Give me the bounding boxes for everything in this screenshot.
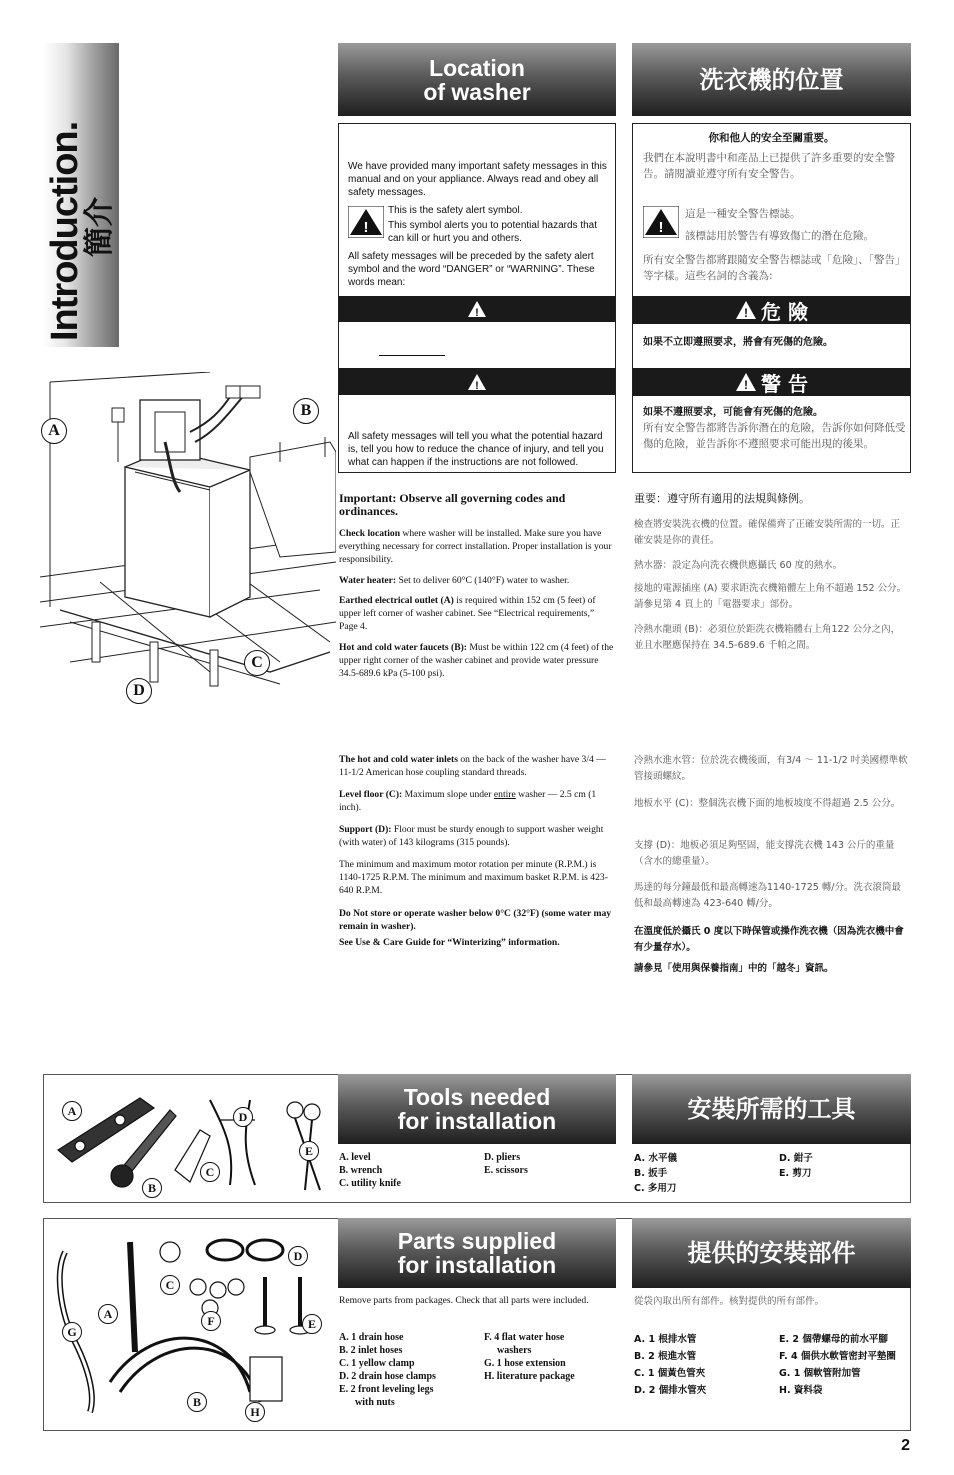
callout-d: D xyxy=(126,678,152,704)
faucets-en: Hot and cold water faucets (B): Must be within 122 cm (4 feet) of the upper right corner of the washer cabinet and provide water pressure 34.5-689.6 kPa (5-100 psi). xyxy=(339,642,614,679)
parts-intro-zh: 從袋內取出所有部件。核對提供的所有部件。 xyxy=(634,1296,825,1307)
warning-bar-zh xyxy=(633,368,910,396)
parts-list-zh-1 xyxy=(634,1331,774,1399)
safety-preceded-en: All safety messages will be preceded by the safety alert symbol and the word “DANGER” or “WARNING”. These words mean: xyxy=(348,251,595,288)
level-floor-en: Level floor (C): Maximum slope under entire washer — 2.5 cm (1 inch). xyxy=(339,789,597,813)
warning-word-zh: 警 告 xyxy=(761,371,808,396)
part-item-zh: F. 4 個供水軟管密封平墊圈 xyxy=(779,1351,896,1362)
safety-intro-en: We have provided many important safety messages in this manual and on your appliance. Always read and obey all safety messages. xyxy=(348,161,607,198)
tools-list-zh-1 xyxy=(634,1151,774,1196)
faucets-zh: 冷熱水龍頭 (B)：必須位於距洗衣機箱體右上角122 公分之內，並且水壓應保持在 34.5-689.6 千帕之間。 xyxy=(634,624,901,651)
warning-alert-icon xyxy=(467,373,487,391)
tool-item-zh: C. 多用刀 xyxy=(634,1183,677,1194)
svg-text:!: ! xyxy=(658,219,664,236)
parts-list-zh-2 xyxy=(779,1331,910,1399)
safety-alert-icon xyxy=(348,206,384,238)
location-header-en: Location of washer xyxy=(338,43,616,116)
part-item-zh: A. 1 根排水管 xyxy=(634,1334,697,1345)
part-callout-d: D xyxy=(288,1246,308,1266)
part-item-zh: D. 2 個排水管夾 xyxy=(634,1385,707,1396)
banner-title-zh: 簡介 xyxy=(82,197,117,257)
safety-symbol-line2-en: This symbol alerts you to potential hazards that can kill or hurt you and others. xyxy=(388,220,597,244)
parts-list-en-2 xyxy=(484,1331,614,1383)
warning-text-zh: 如果不遵照要求，可能會有死傷的危險。 xyxy=(643,407,823,418)
part-callout-a: A xyxy=(98,1304,118,1324)
tool-item: C. utility knife xyxy=(339,1178,401,1189)
tools-header-en: Tools needed for installation xyxy=(338,1074,616,1144)
svg-text:!: ! xyxy=(475,379,479,391)
part-callout-b: B xyxy=(187,1392,207,1412)
tools-list-en-1 xyxy=(339,1151,479,1190)
tool-item-zh: A. 水平儀 xyxy=(634,1153,677,1164)
safety-symbol-line1-en: This is the safety alert symbol. xyxy=(388,205,523,216)
tool-item-zh: B. 扳手 xyxy=(634,1168,668,1179)
parts-list-en-1 xyxy=(339,1331,484,1409)
danger-underline xyxy=(379,355,445,356)
danger-word-zh: 危 險 xyxy=(761,299,808,324)
safety-intro-zh: 我們在本說明書中和產品上已提供了許多重要的安全警告。請閱讀並遵守所有安全警告。 xyxy=(643,152,895,180)
part-item-zh: H. 資料袋 xyxy=(779,1385,823,1396)
winterizing-zh: 請參見「使用與保養指南」中的「越冬」資訊。 xyxy=(634,963,834,974)
tool-callout-e: E xyxy=(299,1141,319,1161)
tool-item: E. scissors xyxy=(484,1165,528,1176)
tool-item: B. wrench xyxy=(339,1165,383,1176)
warning-bar-en xyxy=(339,368,615,395)
callout-a: A xyxy=(41,418,67,444)
danger-alert-icon xyxy=(467,300,487,318)
washer-location-illustration xyxy=(40,372,336,702)
important-en: Important: Observe all governing codes and ordinances. xyxy=(339,491,566,518)
part-callout-c: C xyxy=(160,1275,180,1295)
support-en: Support (D): Floor must be sturdy enough to support washer weight (with water) of 143 kilograms (315 pounds). xyxy=(339,824,604,848)
rpm-en: The minimum and maximum motor rotation per minute (R.P.M.) is 1140-1725 R.P.M. The minimum and maximum basket R.P.M. is 423-640 R.P.M. xyxy=(339,859,608,896)
tools-list-en-2 xyxy=(484,1151,614,1177)
page-number: 2 xyxy=(901,1437,910,1454)
callout-c: C xyxy=(244,650,270,676)
safety-preceded-zh: 所有安全警告都將跟隨安全警告標誌或「危險」、「警告」等字樣。這些名詞的含義為: xyxy=(643,254,906,282)
tool-item-zh: D. 鉗子 xyxy=(779,1153,813,1164)
safety-box-en xyxy=(338,123,616,473)
part-item: washers xyxy=(497,1345,532,1356)
svg-text:!: ! xyxy=(363,219,369,236)
part-item-zh: G. 1 個軟管附加管 xyxy=(779,1368,861,1379)
part-item: E. 2 front leveling legs xyxy=(339,1384,434,1395)
part-item: F. 4 flat water hose xyxy=(484,1332,565,1343)
part-item: H. literature package xyxy=(484,1371,575,1382)
part-callout-g: G xyxy=(62,1322,82,1342)
safety-symbol-line2-zh: 該標誌用於警告有導致傷亡的潛在危險。 xyxy=(685,230,874,242)
svg-text:!: ! xyxy=(744,306,749,320)
check-location-en: Check location where washer will be installed. Make sure you have everything necessary for correct installation. Proper installation is your responsibility. xyxy=(339,528,612,565)
banner-title-en: Introduction. xyxy=(44,121,86,341)
inlets-en: The hot and cold water inlets on the back of the washer have 3/4 — 11-1/2 American hose coupling standard threads. xyxy=(339,754,606,778)
callout-b: B xyxy=(293,398,319,424)
check-location-zh: 檢查將安裝洗衣機的位置。確保備齊了正確安裝所需的一切。正確安裝是你的責任。 xyxy=(634,519,901,546)
tool-callout-d: D xyxy=(233,1107,253,1127)
safety-alert-icon-zh xyxy=(643,206,679,238)
part-item-zh: C. 1 個黃色管夾 xyxy=(634,1368,706,1379)
svg-text:!: ! xyxy=(744,378,749,392)
svg-text:!: ! xyxy=(475,307,479,318)
part-item: with nuts xyxy=(355,1397,395,1408)
tool-callout-b: B xyxy=(142,1178,162,1198)
water-heater-zh: 熱水器：設定為向洗衣機供應攝氏 60 度的熱水。 xyxy=(634,560,843,571)
tool-item: A. level xyxy=(339,1152,371,1163)
part-item: B. 2 inlet hoses xyxy=(339,1345,403,1356)
rpm-zh: 馬達的每分鐘最低和最高轉速為1140-1725 轉/分。洗衣滾筒最低和最高轉速為 423-640 轉/分。 xyxy=(634,882,902,909)
inlets-zh: 冷熱水進水管：位於洗衣機後面，有3/4 ～ 11-1/2 吋美國標準軟管接頭螺紋。 xyxy=(634,755,908,782)
part-callout-e: E xyxy=(302,1314,322,1334)
important-zh: 重要：遵守所有適用的法規與條例。 xyxy=(634,492,810,505)
store-warning-en: Do Not store or operate washer below 0°C (32°F) (some water may remain in washer). xyxy=(339,908,612,932)
tools-illustration xyxy=(50,1090,330,1198)
part-item-zh: E. 2 個帶螺母的前水平腳 xyxy=(779,1334,888,1345)
part-item: A. 1 drain hose xyxy=(339,1332,404,1343)
outlet-zh: 接地的電源插座 (A) 要求距洗衣機箱體左上角不超過 152 公分。請參見第 4 頁上的「電器要求」部份。 xyxy=(634,583,907,610)
safety-footer-zh: 所有安全警告都將告訴你潛在的危險，告訴你如何降低受傷的危險，並告訴你不遵照要求可能出現的後果。 xyxy=(643,422,906,450)
outlet-en: Earthed electrical outlet (A) is required within 152 cm (5 feet) of upper left corner of washer cabinet. See “Electrical requirements,” Page 4. xyxy=(339,595,596,632)
danger-bar-en xyxy=(339,296,615,322)
danger-bar-zh xyxy=(633,296,910,324)
winterizing-en: See Use & Care Guide for “Winterizing” information. xyxy=(339,937,560,948)
tool-item: D. pliers xyxy=(484,1152,521,1163)
warning-alert-icon-zh xyxy=(735,372,757,392)
tool-callout-c: C xyxy=(200,1162,220,1182)
water-heater-en: Water heater: Set to deliver 60°C (140°F) water to washer. xyxy=(339,575,570,586)
part-item: G. 1 hose extension xyxy=(484,1358,566,1369)
level-floor-zh: 地板水平 (C)：整個洗衣機下面的地板坡度不得超過 2.5 公分。 xyxy=(634,798,901,809)
part-callout-h: H xyxy=(245,1402,265,1422)
safety-footer-en: All safety messages will tell you what the potential hazard is, tell you how to reduce the chance of injury, and tell you what can happen if the instructions are not followed. xyxy=(348,431,604,468)
parts-header-en: Parts supplied for installation xyxy=(338,1218,616,1288)
part-callout-f: F xyxy=(201,1311,221,1331)
parts-header-zh: 提供的安裝部件 xyxy=(632,1218,911,1288)
safety-symbol-line1-zh: 這是一種安全警告標誌。 xyxy=(685,208,801,220)
part-item-zh: B. 2 根進水管 xyxy=(634,1351,697,1362)
safety-title-zh: 你和他人的安全至關重要。 xyxy=(708,132,835,144)
part-item: D. 2 drain hose clamps xyxy=(339,1371,436,1382)
part-item: C. 1 yellow clamp xyxy=(339,1358,415,1369)
danger-text-zh: 如果不立即遵照要求，將會有死傷的危險。 xyxy=(643,337,833,348)
tools-header-zh: 安裝所需的工具 xyxy=(632,1074,911,1144)
location-header-zh: 洗衣機的位置 xyxy=(632,43,911,116)
store-warning-zh: 在溫度低於攝氏 0 度以下時保管或操作洗衣機（因為洗衣機中會有少量存水）。 xyxy=(634,926,904,953)
tools-list-zh-2 xyxy=(779,1151,909,1181)
tool-item-zh: E. 剪刀 xyxy=(779,1168,812,1179)
section-banner xyxy=(43,43,119,347)
support-zh: 支撐 (D)：地板必須足夠堅固，能支撐洗衣機 143 公斤的重量（含水的總重量）。 xyxy=(634,840,895,867)
safety-box-zh xyxy=(632,123,911,473)
tool-callout-a: A xyxy=(62,1101,82,1121)
danger-alert-icon-zh xyxy=(735,300,757,320)
parts-intro-en: Remove parts from packages. Check that all parts were included. xyxy=(339,1295,589,1306)
